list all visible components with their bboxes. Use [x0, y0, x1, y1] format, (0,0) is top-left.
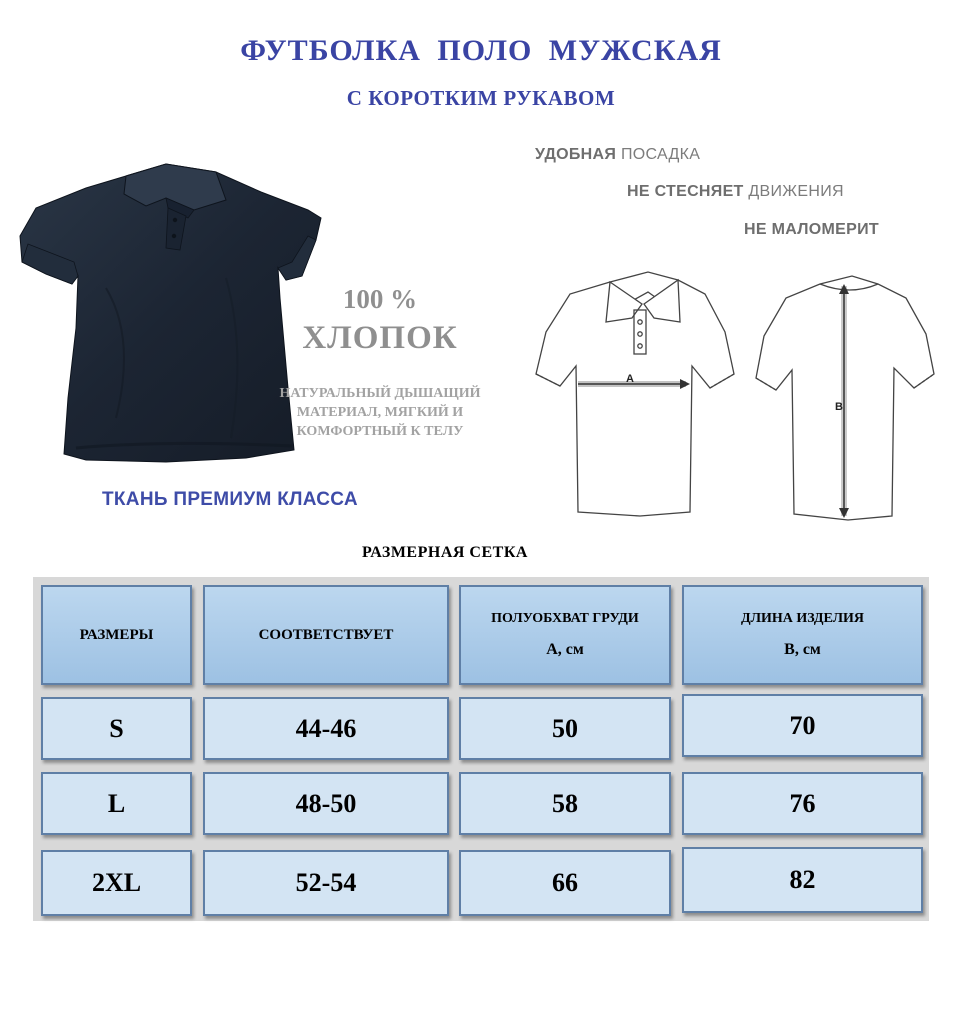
table-cell-length: [682, 772, 923, 835]
cotton-desc-line: НАТУРАЛЬНЫЙ ДЫШАЩИЙ: [279, 386, 481, 401]
cotton-label: ХЛОПОК: [302, 320, 458, 356]
shirt-front-outline: [536, 272, 734, 516]
cotton-desc-line: МАТЕРИАЛ, МЯГКИЙ И: [296, 405, 464, 420]
table-cell-corresponds: [203, 850, 449, 916]
cell-text: 76: [789, 788, 816, 818]
header-length-label: ДЛИНА ИЗДЕЛИЯ: [740, 611, 865, 626]
cell-text: 70: [789, 710, 816, 740]
feature-bold: НЕ МАЛОМЕРИТ: [744, 221, 879, 238]
cell-text: 82: [789, 865, 816, 894]
table-cell-length: [682, 847, 923, 913]
premium-fabric-label: ТКАНЬ ПРЕМИУМ КЛАССА: [102, 489, 358, 510]
cell-text: 44-46: [295, 713, 357, 743]
header-length-unit: В, см: [784, 641, 821, 658]
cell-text: L: [107, 788, 126, 818]
cell-text: 2XL: [91, 868, 142, 897]
header-chest-label: ПОЛУОБХВАТ ГРУДИ: [491, 611, 639, 626]
cotton-percent: 100 %: [342, 284, 418, 314]
cotton-description: [255, 384, 505, 441]
size-grid-title: РАЗМЕРНАЯ СЕТКА: [362, 544, 528, 561]
feature-free-movement: [627, 183, 844, 201]
product-subtitle: С КОРОТКИМ РУКАВОМ: [346, 86, 616, 110]
header-size-label: РАЗМЕРЫ: [79, 626, 154, 643]
feature-bold: НЕ СТЕСНЯЕТ: [627, 183, 744, 200]
cell-text: 48-50: [295, 788, 357, 818]
feature-comfortable-fit: [535, 146, 700, 164]
table-cell-chest: [459, 850, 671, 916]
table-cell-size: [41, 772, 192, 835]
table-cell-corresponds: [203, 772, 449, 835]
cell-text: 52-54: [295, 868, 357, 897]
feature-bold: УДОБНАЯ: [535, 146, 617, 163]
feature-light: ДВИЖЕНИЯ: [748, 183, 844, 200]
table-cell-size: [41, 697, 192, 760]
measurement-diagram: [530, 262, 940, 524]
product-title: ФУТБОЛКА ПОЛО МУЖСКАЯ: [240, 34, 722, 67]
header-corresponds: [203, 585, 449, 685]
table-cell-corresponds: [203, 697, 449, 760]
label-a: A: [626, 373, 634, 385]
table-cell-chest: [459, 697, 671, 760]
header-chest: [459, 585, 671, 685]
table-cell-chest: [459, 772, 671, 835]
label-b: B: [835, 401, 843, 413]
cotton-desc-line: КОМФОРТНЫЙ К ТЕЛУ: [296, 424, 464, 439]
feature-true-to-size: [744, 221, 879, 239]
cell-text: 50: [552, 713, 578, 743]
feature-light: ПОСАДКА: [620, 146, 701, 163]
header-chest-unit: А, см: [546, 641, 584, 658]
cell-text: S: [109, 713, 124, 743]
table-cell-length: [682, 694, 923, 757]
cell-text: 66: [552, 868, 578, 897]
header-size: [41, 585, 192, 685]
header-corresponds-label: СООТВЕТСТВУЕТ: [258, 626, 394, 643]
cell-text: 58: [552, 788, 578, 818]
header-length: [682, 585, 923, 685]
table-cell-size: [41, 850, 192, 916]
